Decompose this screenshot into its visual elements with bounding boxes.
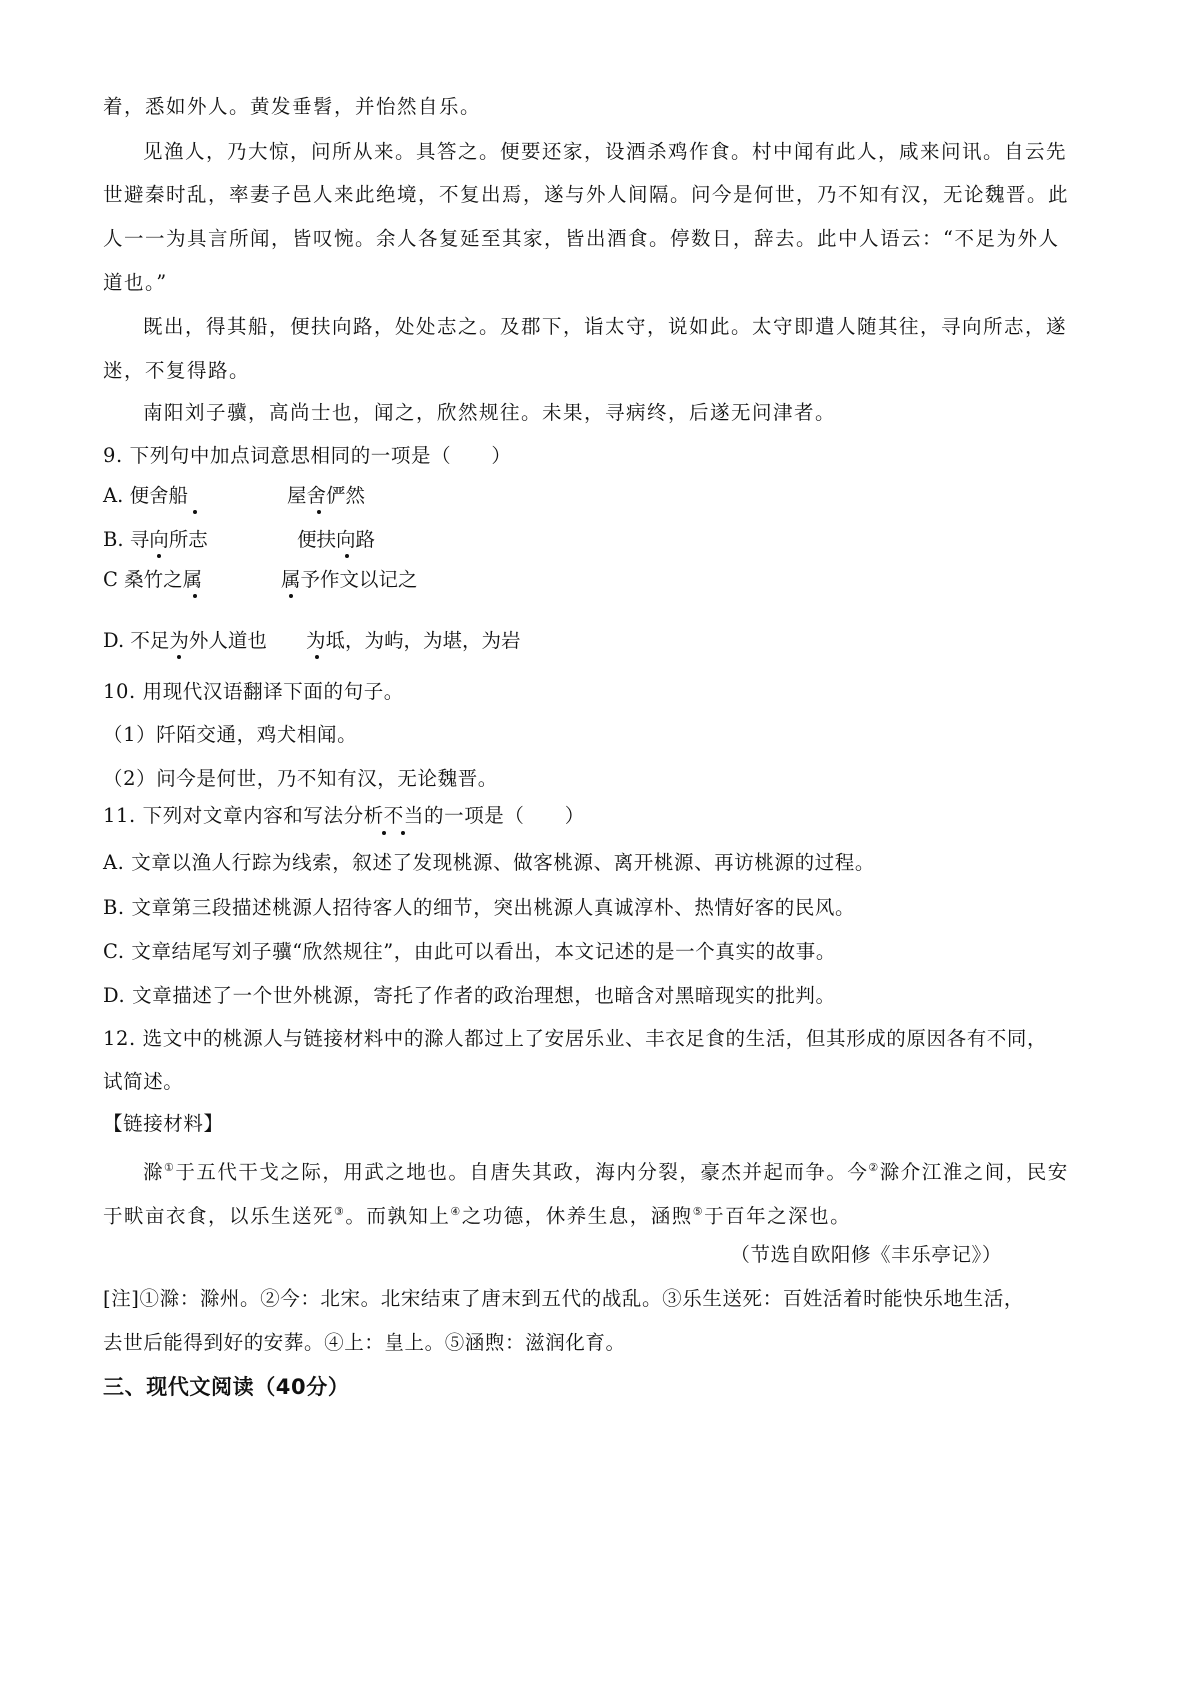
question-12-stem: 试简述。	[103, 1070, 184, 1093]
passage-line: 见渔人，乃大惊，问所从来。具答之。便要还家，设酒杀鸡作食。村中闻有此人，咸来问讯。自云先	[143, 140, 1068, 163]
passage-line: 世避秦时乱，率妻子邑人来此绝境，不复出焉，遂与外人间隔。问今是何世，乃不知有汉，无论魏晋。此	[103, 183, 1070, 206]
material-notes: [注]①滁：滁州。②今：北宋。北宋结束了唐末到五代的战乱。③乐生送死：百姓活着时能快乐地生活，	[103, 1287, 1024, 1310]
q9-option-b-label: B. 寻向所志	[103, 528, 208, 551]
question-10-item: （2）问今是何世，乃不知有汉，无论魏晋。	[103, 767, 498, 790]
section-heading: 三、现代文阅读（40分）	[103, 1375, 350, 1399]
emphasis-dot	[345, 554, 349, 558]
question-11-stem: 11. 下列对文章内容和写法分析不当的一项是（ ）	[103, 804, 585, 827]
q9-option-c-label: C 桑竹之属	[103, 568, 203, 591]
passage-line: 迷，不复得路。	[103, 359, 251, 382]
q9-option-b-right: 便扶向路	[297, 528, 376, 551]
q9-option-d-label: D. 不足为外人道也	[103, 629, 267, 652]
footnote-mark: ④	[450, 1205, 462, 1218]
question-12-stem: 12. 选文中的桃源人与链接材料中的滁人都过上了安居乐业、丰衣足食的生活，但其形成的原因各有不同，	[103, 1027, 1048, 1050]
material-notes: 去世后能得到好的安葬。④上：皇上。⑤涵煦：滋润化育。	[103, 1331, 626, 1354]
material-line: 于畎亩衣食，以乐生送死③。而孰知上④之功德，休养生息，涵煦⑤于百年之深也。	[103, 1204, 852, 1228]
emphasis-dot	[289, 594, 293, 598]
passage-line: 南阳刘子骥，高尚士也，闻之，欣然规往。未果，寻病终，后遂无问津者。	[143, 401, 837, 424]
question-10-item: （1）阡陌交通，鸡犬相闻。	[103, 723, 358, 746]
emphasis-dot	[401, 831, 405, 835]
emphasis-dot	[317, 510, 321, 514]
footnote-mark: ③	[334, 1205, 346, 1218]
question-11-option: A. 文章以渔人行踪为线索，叙述了发现桃源、做客桃源、离开桃源、再访桃源的过程。	[103, 851, 875, 874]
emphasis-dot	[315, 655, 319, 659]
footnote-mark: ①	[164, 1161, 176, 1174]
question-9-stem: 9. 下列句中加点词意思相同的一项是（ ）	[103, 444, 512, 467]
emphasis-dot	[382, 831, 386, 835]
emphasis-dot	[177, 655, 181, 659]
passage-line: 道也。”	[103, 271, 168, 294]
emphasis-dot	[157, 554, 161, 558]
q9-option-a-right: 屋舍俨然	[287, 484, 366, 507]
material-heading: 【链接材料】	[103, 1112, 224, 1135]
q9-option-d-right: 为坻，为屿，为堪，为岩	[306, 629, 521, 652]
q9-option-c-right: 属予作文以记之	[281, 568, 418, 591]
passage-line: 人一一为具言所闻，皆叹惋。余人各复延至其家，皆出酒食。停数日，辞去。此中人语云：“不足为外人	[103, 227, 1060, 250]
footnote-mark: ②	[868, 1161, 880, 1174]
q9-option-a-label: A. 便舍船	[103, 484, 188, 507]
emphasis-dot	[193, 510, 197, 514]
question-11-option: C. 文章结尾写刘子骥“欣然规往”，由此可以看出，本文记述的是一个真实的故事。	[103, 940, 836, 963]
passage-line: 既出，得其船，便扶向路，处处志之。及郡下，诣太守，说如此。太守即遣人随其往，寻向所志，遂	[143, 315, 1068, 338]
material-line: 滁①于五代干戈之际，用武之地也。自唐失其政，海内分裂，豪杰并起而争。今②滁介江淮之间，民安	[143, 1160, 1069, 1184]
material-source: （节选自欧阳修《丰乐亭记》）	[730, 1243, 1002, 1266]
emphasis-dot	[193, 594, 197, 598]
question-11-option: B. 文章第三段描述桃源人招待客人的细节，突出桃源人真诚淳朴、热情好客的民风。	[103, 896, 856, 919]
question-11-option: D. 文章描述了一个世外桃源，寄托了作者的政治理想，也暗含对黑暗现实的批判。	[103, 984, 836, 1007]
question-10-stem: 10. 用现代汉语翻译下面的句子。	[103, 680, 404, 703]
footnote-mark: ⑤	[692, 1205, 705, 1218]
passage-line: 着，悉如外人。黄发垂髫，并怡然自乐。	[103, 95, 482, 118]
